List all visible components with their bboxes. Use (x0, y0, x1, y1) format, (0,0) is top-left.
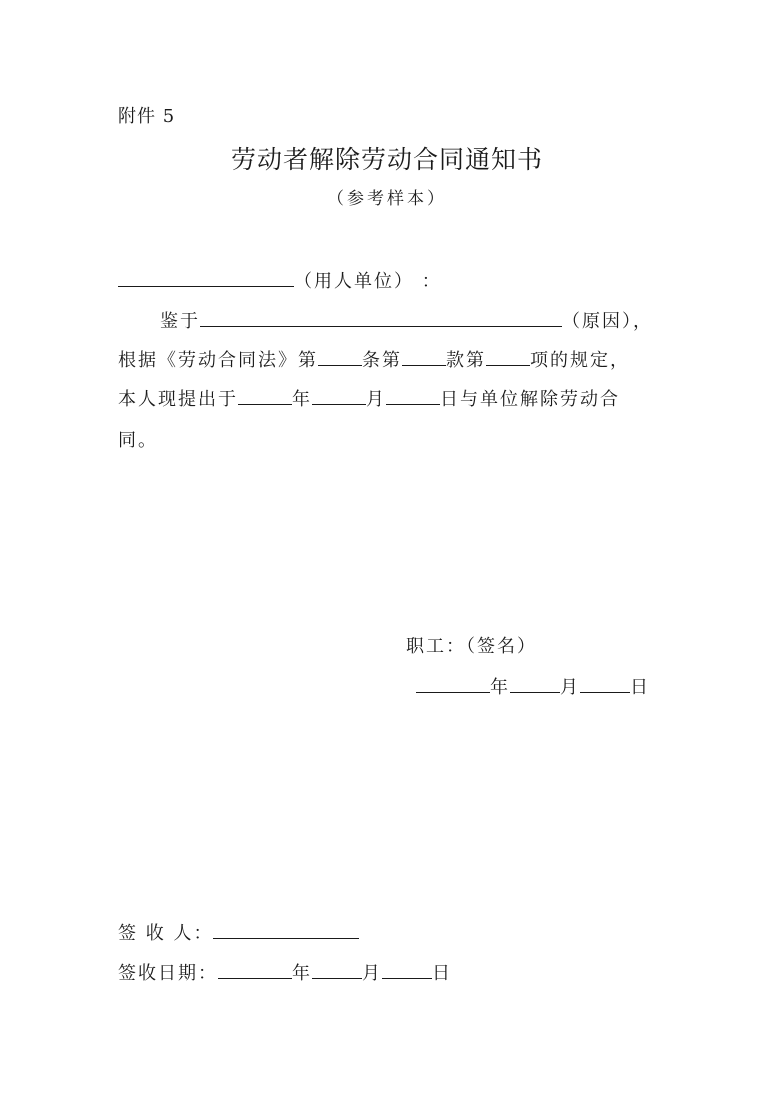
reason-blank[interactable] (200, 306, 562, 327)
propose-prefix: 本人现提出于 (118, 389, 238, 410)
employee-date-row (416, 672, 650, 699)
propose-day-suffix: 日与单位解除劳动合 (440, 389, 620, 410)
document-title: 劳动者解除劳动合同通知书 (230, 145, 543, 174)
receiver-blank[interactable] (213, 918, 359, 939)
receive-year-blank[interactable] (218, 958, 292, 979)
propose-year-blank[interactable] (238, 384, 292, 405)
employee-signature-label: 职工：（签名） (406, 636, 537, 657)
item-blank[interactable] (486, 345, 530, 366)
clause-blank[interactable] (402, 345, 446, 366)
employer-blank[interactable] (118, 266, 294, 287)
receive-day-label: 日 (432, 963, 452, 984)
employee-year-blank[interactable] (416, 672, 490, 693)
basis-line (118, 345, 630, 372)
reason-suffix: （原因）， (562, 311, 653, 332)
clause-suffix: 款第 (446, 350, 486, 371)
employee-day-blank[interactable] (580, 672, 630, 693)
receive-year-label: 年 (292, 963, 312, 984)
propose-month-blank[interactable] (312, 384, 366, 405)
article-suffix: 条第 (362, 350, 402, 371)
attachment-label: 附件 5 (118, 106, 176, 127)
reason-line (160, 306, 653, 333)
receive-date-row (118, 958, 452, 985)
document-subtitle: （参考样本） (327, 189, 447, 209)
employee-month-blank[interactable] (510, 672, 560, 693)
reason-prefix: 鉴于 (160, 311, 200, 332)
receive-date-label: 签收日期： (118, 963, 218, 984)
employee-day-label: 日 (630, 677, 650, 698)
receive-month-blank[interactable] (312, 958, 362, 979)
basis-prefix: 根据《劳动合同法》第 (118, 350, 318, 371)
receive-month-label: 月 (362, 963, 382, 984)
employee-month-label: 月 (560, 677, 580, 698)
receive-day-blank[interactable] (382, 958, 432, 979)
receiver-label: 签 收 人： (118, 923, 214, 944)
employee-year-label: 年 (490, 677, 510, 698)
ending-line: 同。 (118, 430, 158, 451)
propose-day-blank[interactable] (386, 384, 440, 405)
propose-year-label: 年 (292, 389, 312, 410)
employer-row (118, 266, 442, 293)
article-blank[interactable] (318, 345, 362, 366)
propose-line (118, 384, 620, 411)
item-suffix: 项的规定， (530, 350, 630, 371)
propose-month-label: 月 (366, 389, 386, 410)
employer-label: （用人单位） ： (294, 271, 442, 292)
receiver-row (118, 918, 359, 945)
